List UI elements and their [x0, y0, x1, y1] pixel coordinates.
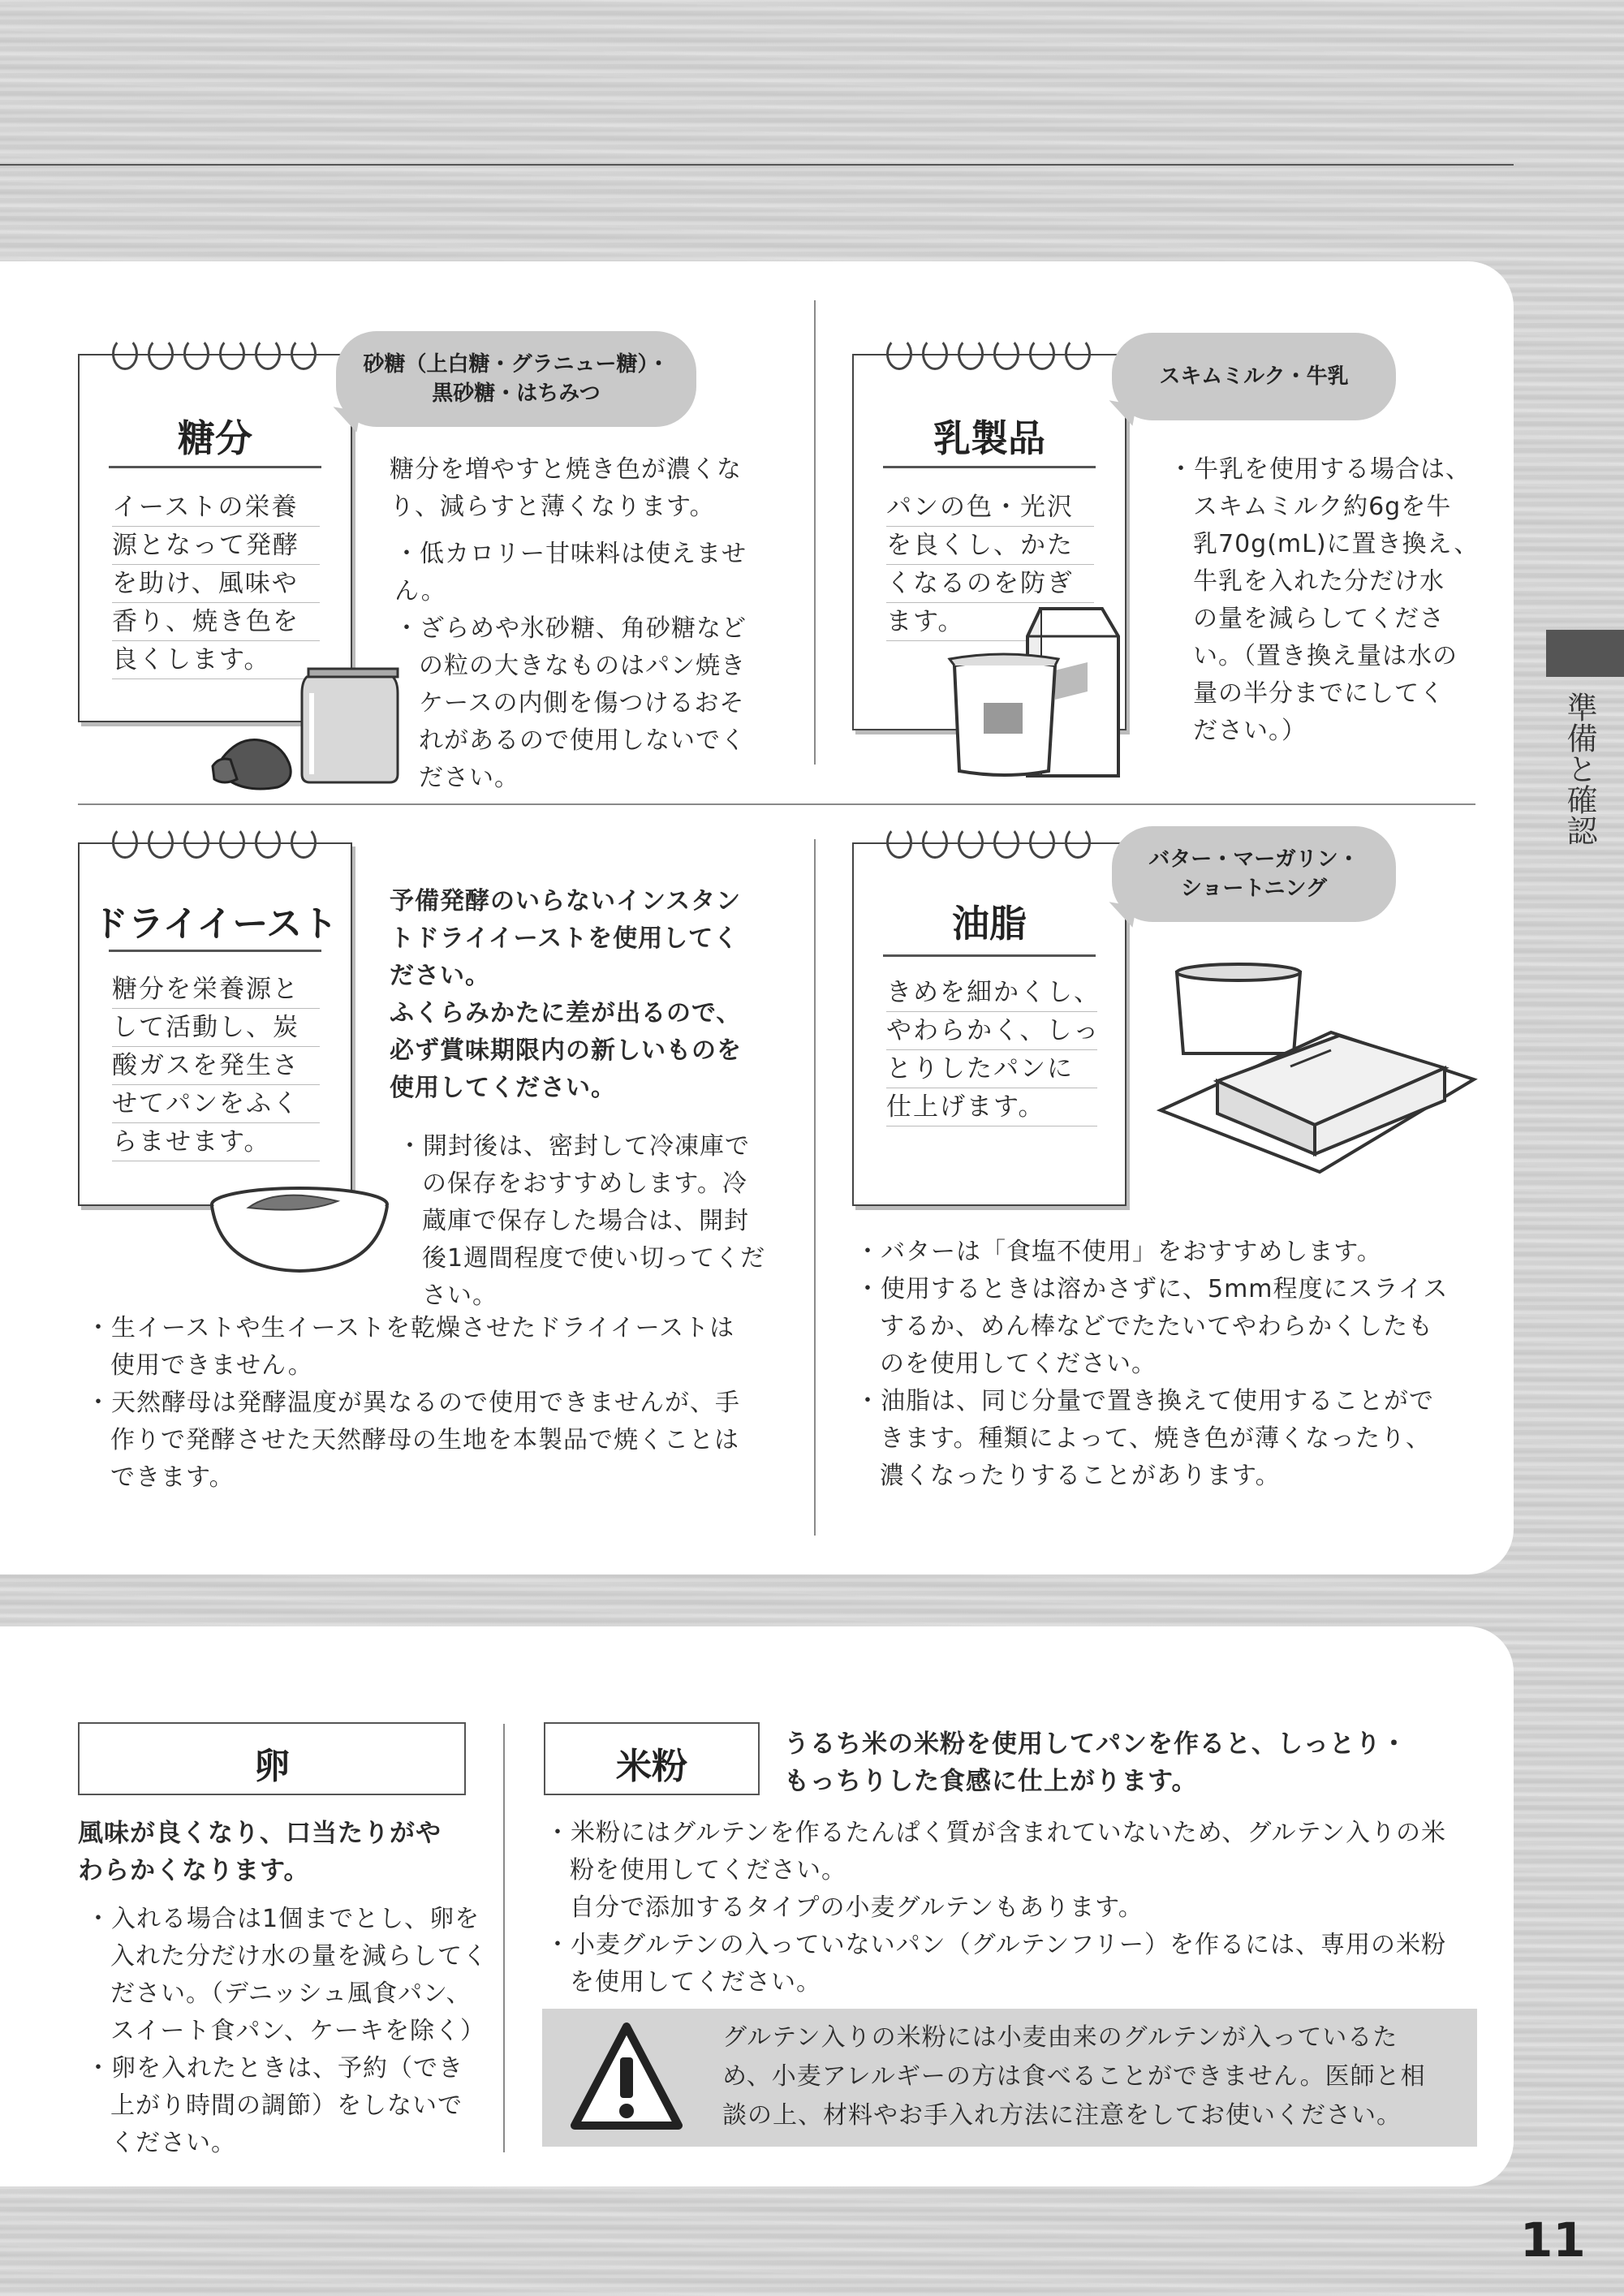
sugar-intro-line: 糖分を増やすと焼き色が濃くな — [390, 455, 742, 484]
fat-note — [886, 974, 1101, 1126]
sugar-bullet-line: ケースの内側を傷つけるおそ — [419, 689, 745, 717]
sugar-title: 糖分 — [178, 416, 252, 460]
dairy-bullet-line: 量の半分までにしてく — [1193, 679, 1445, 708]
yeast-intro-line: 予備発酵のいらないインスタン — [390, 887, 742, 915]
fat-bullet-line: ・使用するときは溶かさずに、5mm程度にスライス — [855, 1275, 1449, 1303]
yeast-intro-line: 使用してください。 — [390, 1074, 616, 1102]
rice-flour-title: 米粉 — [616, 1746, 687, 1787]
yeast-note-line: 酸ガスを発生さ — [112, 1047, 320, 1085]
yeast-bottom-bullet-item — [86, 1310, 784, 1385]
yeast-note — [112, 971, 320, 1161]
fat-bullet-item — [855, 1234, 1488, 1271]
sugar-bullet-item — [394, 536, 795, 610]
page-number: 11 — [1520, 2212, 1586, 2268]
fat-title: 油脂 — [952, 902, 1027, 946]
yeast-intro-line: 必ず賞味期限内の新しいものを — [390, 1036, 742, 1065]
egg-bullet-line: ださい。（デニッシュ風食パン、 — [110, 1979, 472, 2008]
yeast-title: ドライイースト — [92, 903, 338, 945]
yeast-bullet-line: 蔵庫で保存した場合は、開封 — [422, 1207, 749, 1235]
dairy-bullet-line: 乳70g(mL)に置き換え、 — [1193, 530, 1480, 558]
rice-flour-intro-line: うるち米の米粉を使用してパンを作ると、しっとり・ — [784, 1730, 1407, 1759]
dairy-text — [1169, 451, 1493, 750]
egg-intro-line: 風味が良くなり、口当たりがや — [78, 1819, 442, 1848]
butter-illustration — [1161, 964, 1485, 1183]
yeast-intro-line: ださい。 — [390, 962, 490, 990]
yeast-bullet-line: ・開封後は、密封して冷凍庫で — [398, 1132, 750, 1161]
yeast-bowl-illustration — [206, 1185, 393, 1274]
dairy-bullet-line: 牛乳を入れた分だけ水 — [1193, 567, 1445, 596]
sugar-note-line: 良くします。 — [112, 641, 320, 679]
egg-intro-line: わらかくなります。 — [78, 1856, 310, 1885]
fat-bubble-line: バター・マーガリン・ — [1148, 847, 1359, 872]
dairy-bullet-line: スキムミルク約6gを牛 — [1193, 493, 1452, 521]
sugar-note-line: を助け、風味や — [112, 565, 320, 603]
sugar-bubble — [336, 331, 696, 427]
yeast-bottom-bullet-line: ・天然酵母は発酵温度が異なるので使用できませんが、手 — [86, 1389, 740, 1417]
yeast-intro-line: トドライイーストを使用してく — [390, 924, 739, 953]
allergy-warning-box — [542, 2009, 1477, 2147]
divider-v-top — [814, 300, 816, 765]
fat-note-line: 仕上げます。 — [886, 1088, 1097, 1126]
egg-bullet-item — [86, 1901, 500, 2050]
sugar-bullets — [390, 536, 795, 797]
sugar-note-line: イーストの栄養 — [112, 489, 320, 527]
egg-bullet-item — [86, 2050, 500, 2162]
sugar-text — [390, 451, 795, 797]
yeast-text — [398, 1128, 787, 1315]
yeast-note-line: せてパンをふく — [112, 1085, 320, 1123]
rice-flour-bullet-item — [545, 1815, 1487, 1927]
fat-bullet-line: ・油脂は、同じ分量で置き換えて使用することがで — [855, 1387, 1434, 1415]
dairy-title: 乳製品 — [933, 416, 1045, 460]
dairy-bubble-line: スキムミルク・牛乳 — [1159, 364, 1349, 389]
yeast-bottom-bullet-line: 使用できません。 — [110, 1351, 313, 1380]
dairy-bullet-item — [1169, 451, 1493, 750]
sugar-bullet-line: れがあるので使用しないでく — [419, 726, 746, 755]
egg-bullet-line: ・入れる場合は1個までとし、卵を — [86, 1905, 480, 1933]
divider-v-panel2 — [503, 1724, 505, 2152]
yeast-bullet-item — [398, 1128, 787, 1315]
yeast-bullet-line: さい。 — [422, 1282, 498, 1310]
yeast-bottom-bullet-item — [86, 1385, 784, 1497]
yeast-intro — [390, 883, 795, 1107]
egg-intro — [78, 1815, 500, 1889]
dairy-note-line: くなるのを防ぎ — [886, 565, 1094, 603]
sugar-intro — [390, 451, 795, 526]
fat-bullet-line: のを使用してください。 — [880, 1350, 1157, 1378]
rice-flour-intro-line: もっちりした食感に仕上がります。 — [784, 1767, 1198, 1796]
fat-bubble-line: ショートニング — [1181, 877, 1327, 901]
rice-flour-heading-box — [544, 1722, 760, 1795]
fat-bullet-line: するか、めん棒などでたたいてやわらかくしたも — [880, 1312, 1433, 1341]
egg-bullet-line: ください。 — [110, 2129, 236, 2157]
rice-flour-bullet-line: ・米粉にはグルテンを作るたんぱく質が含まれていないため、グルテン入りの米 — [545, 1819, 1446, 1847]
egg-title: 卵 — [254, 1746, 290, 1787]
dairy-note-line: ます。 — [886, 603, 1094, 641]
fat-bullet-line: 濃くなったりすることがあります。 — [880, 1462, 1281, 1490]
sugar-note-line: 源となって発酵 — [112, 527, 320, 565]
fat-text — [855, 1234, 1488, 1495]
yeast-bottom-bullet-line: ・生イーストや生イーストを乾燥させたドライイーストは — [86, 1314, 735, 1342]
yeast-note-line: らませます。 — [112, 1123, 320, 1161]
rice-flour-bullet-line: ・小麦グルテンの入っていないパン（グルテンフリー）を作るには、専用の米粉 — [545, 1931, 1446, 1959]
sugar-bullet-line: ・低カロリー甘味料は使えません。 — [394, 540, 747, 605]
sugar-jar-illustration — [213, 644, 399, 790]
fat-bubble — [1112, 826, 1396, 922]
dairy-bullet-line: ださい。） — [1193, 717, 1307, 745]
sugar-bullet-item — [394, 610, 795, 797]
warning-icon — [570, 2022, 683, 2132]
rice-flour-bullet-item — [545, 1927, 1487, 2001]
fat-note-line: とりしたパンに — [886, 1050, 1097, 1088]
fat-note-line: やわらかく、しっ — [886, 1012, 1097, 1050]
egg-bullet-line: 上がり時間の調節）をしないで — [110, 2091, 463, 2120]
yeast-bullet-line: の保存をおすすめします。冷 — [422, 1170, 747, 1198]
yeast-bullet-line: 後1週間程度で使い切ってくだ — [422, 1244, 766, 1273]
sugar-bubble-line: 黒砂糖・はちみつ — [432, 381, 601, 406]
allergy-warning-text — [722, 2018, 1469, 2135]
dairy-note-line: を良くし、かた — [886, 527, 1094, 565]
yeast-bottom-notes — [86, 1310, 784, 1497]
sugar-bubble-line: 砂糖（上白糖・グラニュー糖）・ — [363, 352, 670, 377]
sugar-bullet-line: の粒の大きなものはパン焼き — [419, 652, 746, 680]
allergy-warning-line: グルテン入りの米粉には小麦由来のグルテンが入っているた — [722, 2023, 1398, 2052]
allergy-warning-line: 談の上、材料やお手入れ方法に注意をしてお使いください。 — [722, 2101, 1402, 2130]
dairy-bullet-line: い。（置き換え量は水の — [1193, 642, 1458, 670]
divider-v-bottom — [814, 839, 816, 1536]
yeast-note-line: 糖分を栄養源と — [112, 971, 320, 1009]
allergy-warning-line: め、小麦アレルギーの方は食べることができません。医師と相 — [722, 2062, 1426, 2091]
sugar-bullet-line: ださい。 — [419, 764, 519, 792]
egg-bullet-line: 入れた分だけ水の量を減らしてく — [110, 1942, 488, 1971]
divider-h — [78, 803, 1475, 805]
fat-bullet-item — [855, 1383, 1488, 1495]
dairy-bubble — [1112, 333, 1396, 420]
sugar-note-line: 香り、焼き色を — [112, 603, 320, 641]
fat-bullet-item — [855, 1271, 1488, 1383]
egg-bullet-line: スイート食パン、ケーキを除く） — [110, 2017, 485, 2045]
section-tab — [1546, 630, 1624, 677]
sugar-intro-line: り、減らすと薄くなります。 — [390, 493, 715, 521]
egg-text — [86, 1901, 500, 2162]
dairy-note-line: パンの色・光沢 — [886, 489, 1094, 527]
rice-flour-text — [545, 1815, 1487, 2001]
rice-flour-bullet-line: 粉を使用してください。 — [570, 1856, 846, 1885]
fat-notepad — [852, 842, 1126, 1206]
fat-note-line: きめを細かくし、 — [886, 974, 1097, 1012]
rice-flour-intro — [784, 1725, 1482, 1800]
rice-flour-bullet-line: 自分で添加するタイプの小麦グルテンもあります。 — [570, 1893, 1144, 1922]
dairy-bullet-line: ・牛乳を使用する場合は、 — [1169, 455, 1471, 484]
section-tab-label: 準備と確認 — [1562, 691, 1597, 846]
yeast-intro-line: ふくらみかたに差が出るので、 — [390, 999, 742, 1027]
dairy-bullet-line: の量を減らしてくださ — [1193, 605, 1445, 633]
egg-bullet-line: ・卵を入れたときは、予約（でき — [86, 2054, 463, 2083]
fat-bullet-line: ・バターは「食塩不使用」をおすすめします。 — [855, 1238, 1382, 1266]
egg-heading-box — [78, 1722, 466, 1795]
yeast-notepad — [78, 842, 352, 1206]
fat-bullet-line: きます。種類によって、焼き色が薄くなったり、 — [880, 1424, 1431, 1453]
rice-flour-bullet-line: を使用してください。 — [570, 1968, 821, 1997]
top-rule — [0, 164, 1514, 166]
sugar-bullet-line: ・ざらめや氷砂糖、角砂糖など — [394, 614, 747, 643]
milk-carton-illustration — [950, 601, 1128, 787]
yeast-bottom-bullet-line: できます。 — [110, 1463, 235, 1492]
yeast-bottom-bullet-line: 作りで発酵させた天然酵母の生地を本製品で焼くことは — [110, 1426, 739, 1454]
yeast-note-line: して活動し、炭 — [112, 1009, 320, 1047]
